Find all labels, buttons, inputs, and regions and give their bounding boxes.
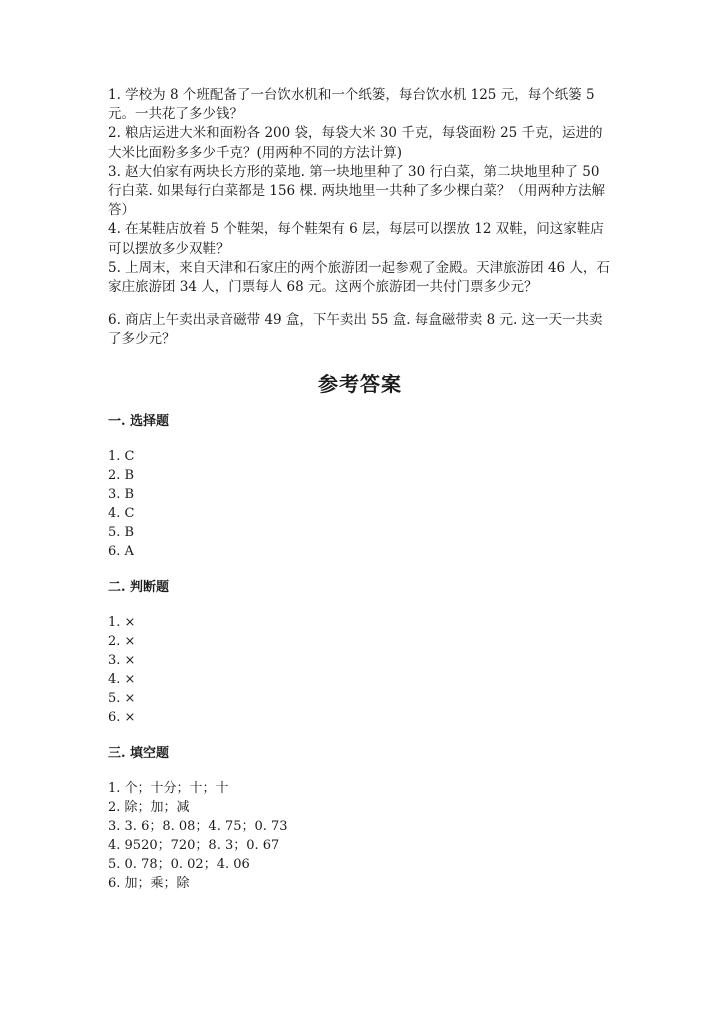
answer-item: 3. B (108, 487, 135, 502)
answer-item: 1. 个；十分；十；十 (108, 781, 229, 796)
answer-item: 6. × (108, 710, 136, 725)
answer-list (108, 447, 608, 561)
answer-item: 4. × (108, 672, 136, 687)
answer-item: 1. C (108, 449, 135, 464)
answer-item: 2. × (108, 634, 136, 649)
answer-item: 2. 除；加；减 (108, 800, 190, 815)
answer-list (108, 779, 608, 893)
word-problem: 2. 粮店运进大米和面粉各 200 袋，每袋大米 30 千克，每袋面粉 25 千克，运进的大米比面粉多多少千克？(用两种不同的方法计算) (108, 125, 603, 161)
answer-item: 2. B (108, 468, 135, 483)
word-problem: 3. 赵大伯家有两块长方形的菜地. 第一块地里种了 30 行白菜，第二块地里种了 50 行白菜. 如果每行白菜都是 156 棵. 两块地里一共种了多少棵白菜？（用两种方法解答） (108, 163, 606, 219)
answer-item: 5. × (108, 691, 136, 706)
word-problem: 1. 学校为 8 个班配备了一台饮水机和一个纸篓，每台饮水机 125 元，每个纸篓 5 元。一共花了多少钱？ (108, 87, 595, 123)
answer-item: 3. × (108, 653, 136, 668)
section-heading: 二. 判断题 (108, 580, 170, 595)
answer-item: 4. 9520；720；8. 3；0. 67 (108, 838, 280, 853)
answer-section-choice (108, 413, 608, 561)
word-problem: 5. 上周末，来自天津和石家庄的两个旅游团一起参观了金殿。天津旅游团 46 人，石家庄旅游团 34 人，门票每人 68 元。这两个旅游团一共付门票多少元？ (108, 259, 610, 296)
answer-section-judgement (108, 579, 608, 727)
answer-key-title: 参考答案 (318, 372, 402, 396)
answer-item: 5. B (108, 525, 135, 540)
answer-item: 1. × (108, 615, 136, 630)
answer-item: 4. C (108, 506, 135, 521)
answer-item: 6. 加；乘；除 (108, 876, 190, 891)
section-heading: 一. 选择题 (108, 414, 170, 429)
word-problem: 6. 商店上午卖出录音磁带 49 盒，下午卖出 55 盒. 每盒磁带卖 8 元. 这一天一共卖了多少元？ (108, 312, 603, 348)
answer-item: 3. 3. 6；8. 08；4. 75；0. 73 (108, 819, 288, 834)
answer-item: 6. A (108, 544, 134, 559)
word-problem: 4. 在某鞋店放着 5 个鞋架，每个鞋架有 6 层，每层可以摆放 12 双鞋，问这家鞋店可以摆放多少双鞋？ (108, 221, 604, 257)
answer-list (108, 613, 608, 727)
section-heading: 三. 填空题 (108, 746, 170, 761)
answer-item: 5. 0. 78；0. 02；4. 06 (108, 857, 250, 872)
answer-section-fill-blank (108, 745, 608, 893)
word-problem-list (108, 86, 616, 350)
